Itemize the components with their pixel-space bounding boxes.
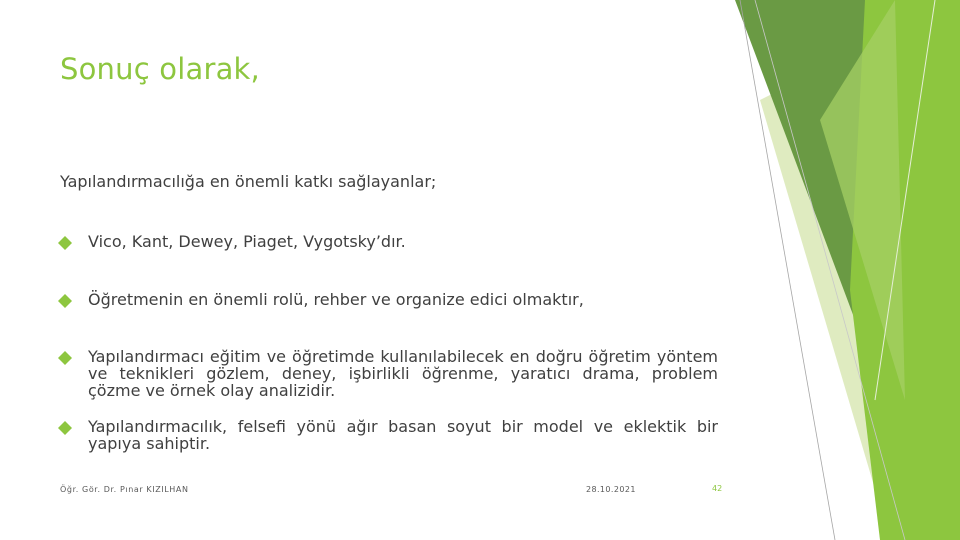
- intro-text: Yapılandırmacılığa en önemli katkı sağlayanlar;: [60, 172, 437, 191]
- diamond-bullet-icon: [58, 294, 72, 308]
- slide-title: Sonuç olarak,: [60, 52, 260, 86]
- bullet-text: Vico, Kant, Dewey, Piaget, Vygotsky’dır.: [88, 232, 406, 251]
- bullet-text: Yapılandırmacı eğitim ve öğretimde kullanılabilecek en doğru öğretim yöntem ve teknikleri gözlem, deney, işbirlikli öğrenme, yaratıcı drama, problem çözme ve örnek olay analizidir.: [88, 347, 718, 400]
- diamond-bullet-icon: [58, 421, 72, 435]
- diamond-bullet-icon: [58, 236, 72, 250]
- bullet-text: Öğretmenin en önemli rolü, rehber ve organize edici olmaktır,: [88, 290, 584, 309]
- bullet-text: Yapılandırmacılık, felsefi yönü ağır basan soyut bir model ve eklektik bir yapıya sahiptir.: [88, 417, 718, 453]
- footer-date: 28.10.2021: [586, 485, 636, 494]
- slide-number: 42: [712, 484, 723, 493]
- footer-author: Öğr. Gör. Dr. Pınar KIZILHAN: [60, 485, 189, 494]
- diamond-bullet-icon: [58, 351, 72, 365]
